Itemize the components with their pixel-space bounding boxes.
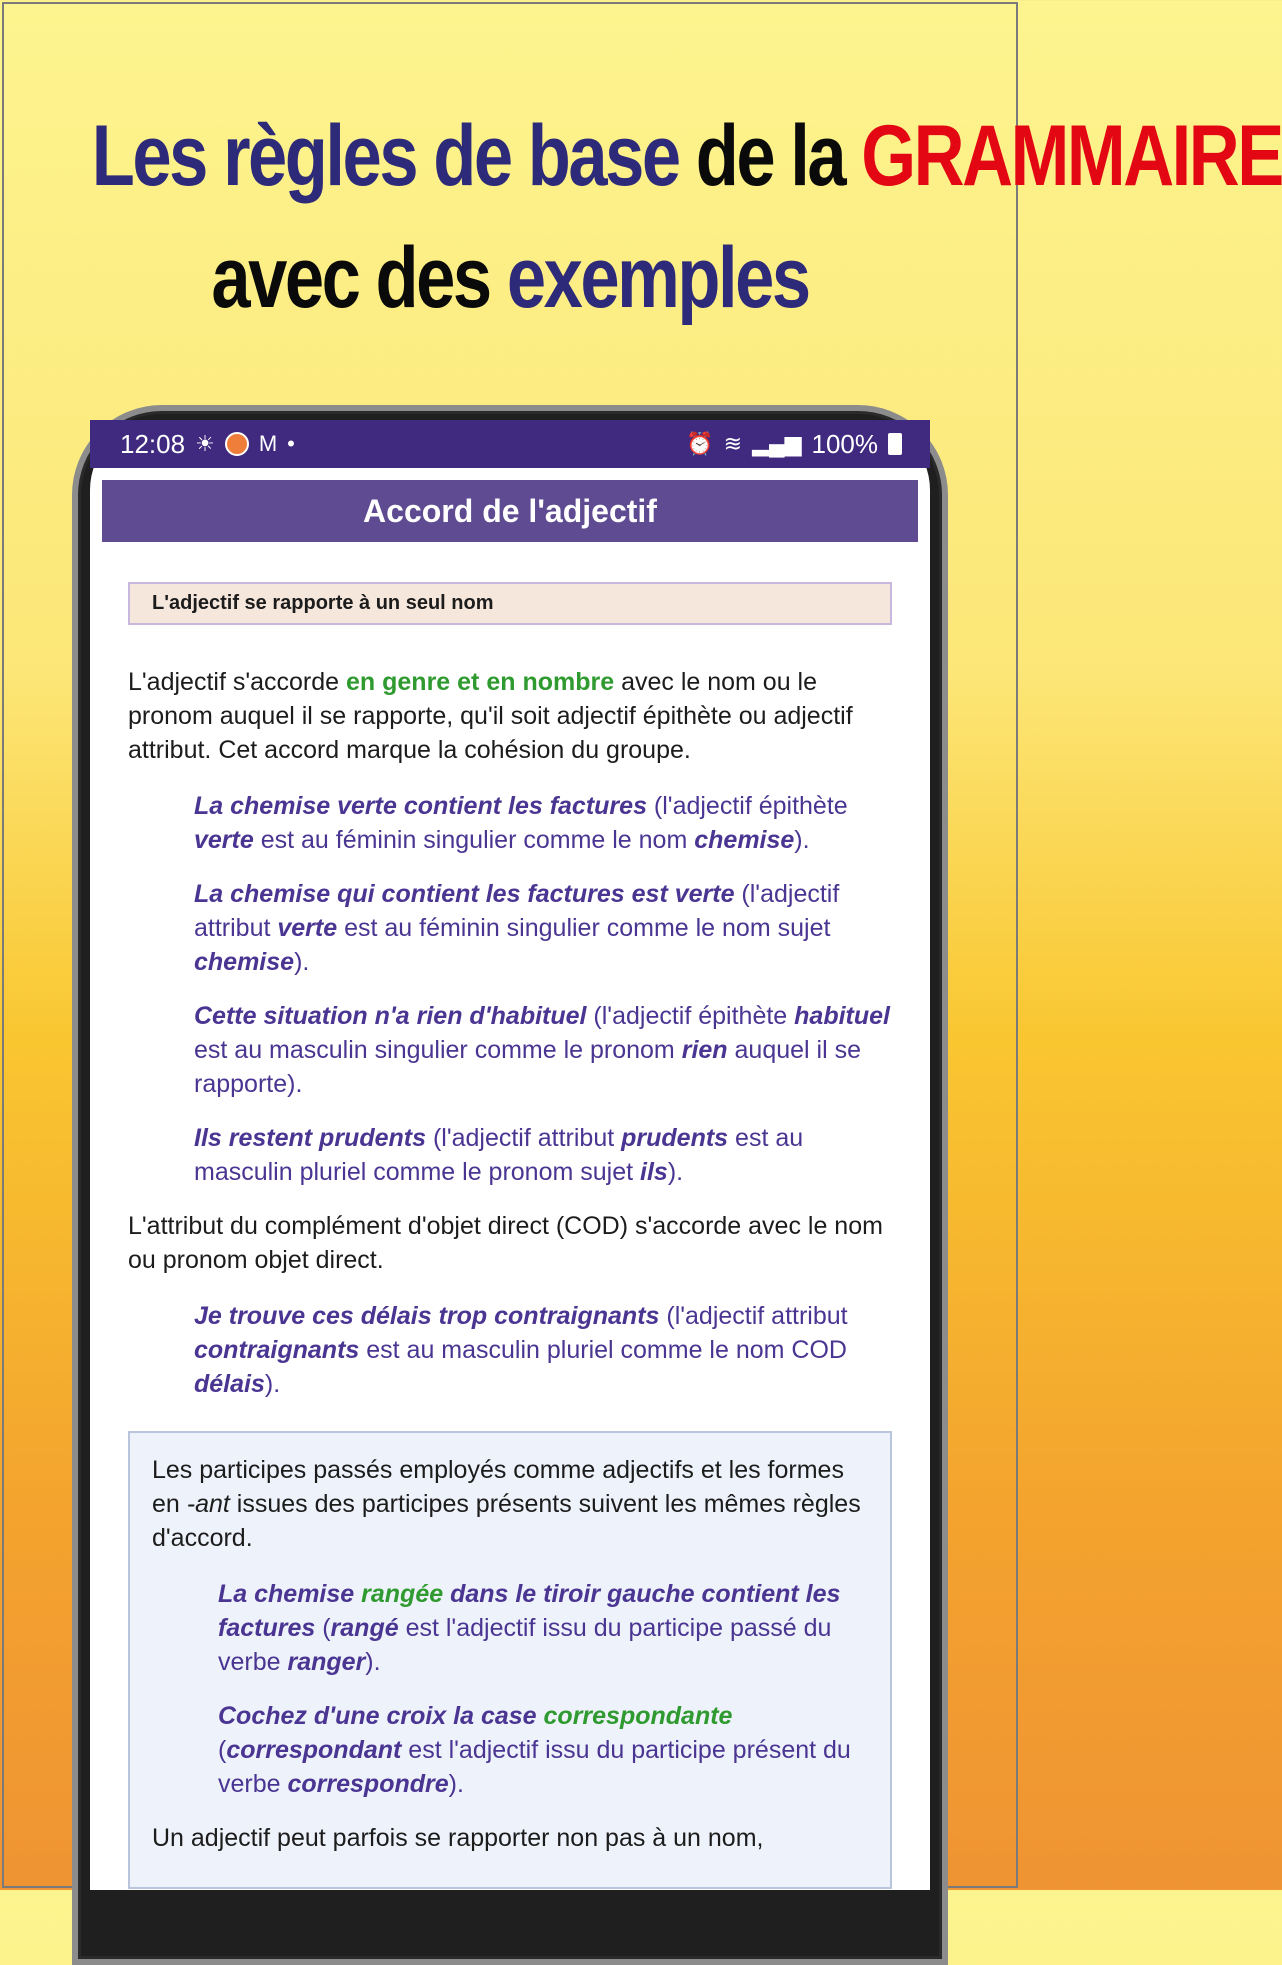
battery-icon: [888, 433, 902, 455]
rule-heading: L'adjectif se rapporte à un seul nom: [128, 582, 892, 625]
example-item: Je trouve ces délais trop contraignants (l'adjectif attribut contraignants est au masculin pluriel comme le nom COD délais).: [194, 1302, 848, 1398]
page-title: Accord de l'adjectif: [102, 480, 918, 542]
headline-line-1: Les règles de base de la GRAMMAIRE: [91, 108, 1282, 204]
paragraph-cod: L'attribut du complément d'objet direct (COD) s'accorde avec le nom ou pronom objet direct.: [128, 1212, 883, 1274]
note-box: [128, 1431, 892, 1889]
alarm-icon: ⏰: [686, 431, 714, 456]
app-notification-icon: [225, 432, 249, 456]
signal-icon: ▂▄▆: [752, 431, 802, 456]
brightness-icon: ☀: [195, 431, 215, 456]
phone-screen: [90, 420, 930, 1890]
example-item: La chemise rangée dans le tiroir gauche contient les factures (rangé est l'adjectif issu du participe passé du verbe ranger).: [218, 1580, 841, 1676]
note-trailing-text: Un adjectif peut parfois se rapporter non pas à un nom,: [152, 1824, 764, 1852]
example-item: Ils restent prudents (l'adjectif attribut prudents est au masculin pluriel comme le pronom sujet ils).: [194, 1124, 804, 1186]
battery-percent: 100%: [811, 428, 878, 459]
example-item: La chemise verte contient les factures (l'adjectif épithète verte est au féminin singulier comme le nom chemise).: [194, 792, 848, 854]
example-item: La chemise qui contient les factures est verte (l'adjectif attribut verte est au féminin singulier comme le nom sujet chemise).: [194, 880, 840, 976]
status-bar: [90, 420, 930, 468]
headline-line-2: avec des exemples: [211, 230, 809, 326]
gmail-icon: M: [258, 431, 278, 456]
promo-headline: [0, 95, 1282, 339]
lesson-content: [90, 542, 930, 1889]
more-notifications-dot-icon: •: [287, 431, 295, 456]
paragraph-intro: L'adjectif s'accorde en genre et en nombre avec le nom ou le pronom auquel il se rapporte, qu'il soit adjectif épithète ou adjectif attribut. Cet accord marque la cohésion du groupe.: [128, 668, 853, 764]
example-item: Cette situation n'a rien d'habituel (l'adjectif épithète habituel est au masculin singulier comme le pronom rien auquel il se rapporte).: [194, 1002, 890, 1098]
example-item: Cochez d'une croix la case correspondante (correspondant est l'adjectif issu du participe présent du verbe correspondre).: [218, 1702, 851, 1798]
note-text: Les participes passés employés comme adjectifs et les formes en -ant issues des participes présents suivent les mêmes règles d'accord.: [152, 1456, 861, 1552]
wifi-icon: ≋: [723, 431, 743, 456]
status-time: 12:08: [120, 428, 186, 459]
